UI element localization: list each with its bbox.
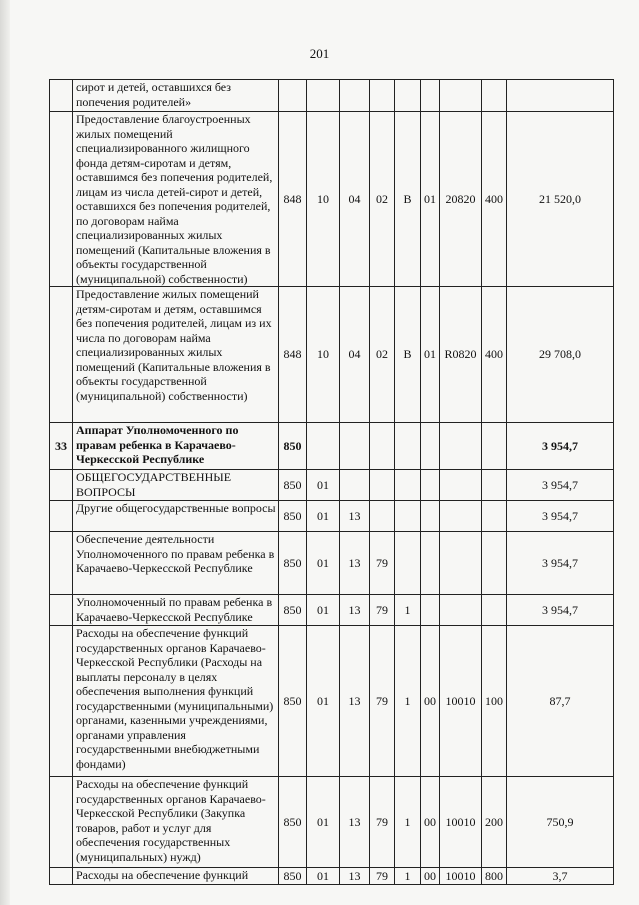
expense-type-cell (482, 423, 507, 470)
subsection-code-cell: 13 (340, 777, 370, 868)
table-row (50, 501, 614, 532)
row-number-cell (50, 777, 73, 868)
section-code-cell: 01 (307, 532, 340, 595)
target-article-program-cell: 79 (370, 595, 395, 626)
target-article-program-cell: 79 (370, 777, 395, 868)
section-code-cell: 10 (307, 112, 340, 287)
department-code-cell: 850 (279, 501, 307, 532)
amount-cell: 87,7 (507, 626, 614, 777)
row-number-cell (50, 80, 73, 112)
target-article-direction-cell: 10010 (440, 868, 482, 885)
table-row (50, 423, 614, 470)
target-article-event-cell: 01 (421, 287, 440, 423)
section-code-cell (307, 423, 340, 470)
subsection-code-cell: 13 (340, 626, 370, 777)
amount-cell: 3 954,7 (507, 595, 614, 626)
target-article-direction-cell (440, 501, 482, 532)
item-name-cell: ОБЩЕГОСУДАРСТВЕННЫЕ ВОПРОСЫ (73, 470, 279, 501)
target-article-program-cell (370, 80, 395, 112)
budget-table-body (50, 80, 614, 885)
target-article-direction-cell: 10010 (440, 777, 482, 868)
target-article-direction-cell: 10010 (440, 626, 482, 777)
table-row (50, 80, 614, 112)
amount-cell: 21 520,0 (507, 112, 614, 287)
expense-type-cell: 100 (482, 626, 507, 777)
row-number-cell (50, 470, 73, 501)
target-article-event-cell (421, 423, 440, 470)
target-article-program-cell (370, 501, 395, 532)
section-code-cell: 01 (307, 868, 340, 885)
amount-cell: 3,7 (507, 868, 614, 885)
target-article-event-cell: 00 (421, 777, 440, 868)
table-row (50, 112, 614, 287)
item-name-cell: Расходы на обеспечение функций государственных органов Карачаево-Черкесской Республики (Расходы на выплаты персоналу в целях обеспечения выполнения функций государственными (муниципальными) органами, казенными учреждениями, органами управления государственными внебюджетными фондами) (73, 626, 279, 777)
target-article-direction-cell (440, 595, 482, 626)
section-code-cell: 01 (307, 595, 340, 626)
target-article-subprogram-cell: В (395, 112, 421, 287)
row-number-cell (50, 112, 73, 287)
expense-type-cell: 400 (482, 112, 507, 287)
target-article-program-cell (370, 423, 395, 470)
department-code-cell: 848 (279, 112, 307, 287)
amount-cell: 3 954,7 (507, 470, 614, 501)
amount-cell: 3 954,7 (507, 423, 614, 470)
item-name-cell: Аппарат Уполномоченного по правам ребенка в Карачаево-Черкесской Республике (73, 423, 279, 470)
subsection-code-cell: 13 (340, 868, 370, 885)
amount-cell: 3 954,7 (507, 501, 614, 532)
department-code-cell: 850 (279, 595, 307, 626)
target-article-subprogram-cell: 1 (395, 595, 421, 626)
item-name-cell: Уполномоченный по правам ребенка в Карачаево-Черкесской Республике (73, 595, 279, 626)
target-article-event-cell (421, 470, 440, 501)
target-article-program-cell: 02 (370, 112, 395, 287)
table-row (50, 470, 614, 501)
target-article-subprogram-cell (395, 470, 421, 501)
target-article-subprogram-cell (395, 80, 421, 112)
row-number-cell (50, 532, 73, 595)
budget-table (49, 79, 614, 885)
target-article-direction-cell: 20820 (440, 112, 482, 287)
department-code-cell: 848 (279, 287, 307, 423)
expense-type-cell (482, 532, 507, 595)
section-code-cell: 01 (307, 470, 340, 501)
target-article-subprogram-cell: 1 (395, 626, 421, 777)
expense-type-cell (482, 595, 507, 626)
department-code-cell: 850 (279, 868, 307, 885)
target-article-subprogram-cell (395, 423, 421, 470)
target-article-program-cell: 79 (370, 532, 395, 595)
item-name-cell: Предоставление благоустроенных жилых помещений специализированного жилищного фонда детям-сиротам и детям, оставшимся без попечения родителей, лицам из числа детей-сирот и детей, оставшихся без попечения родителей, по договорам найма специализированных жилых помещений (Капитальные вложения в объекты государственной (муниципальной) собственности) (73, 112, 279, 287)
target-article-subprogram-cell (395, 532, 421, 595)
expense-type-cell (482, 501, 507, 532)
subsection-code-cell: 13 (340, 501, 370, 532)
section-code-cell: 10 (307, 287, 340, 423)
expense-type-cell: 400 (482, 287, 507, 423)
department-code-cell: 850 (279, 470, 307, 501)
row-number-cell (50, 501, 73, 532)
amount-cell: 29 708,0 (507, 287, 614, 423)
row-number-cell (50, 868, 73, 885)
scan-left-edge (0, 0, 10, 905)
amount-cell: 750,9 (507, 777, 614, 868)
target-article-subprogram-cell (395, 501, 421, 532)
subsection-code-cell: 13 (340, 532, 370, 595)
expense-type-cell: 800 (482, 868, 507, 885)
row-number-cell: 33 (50, 423, 73, 470)
table-row (50, 287, 614, 423)
table-row (50, 532, 614, 595)
item-name-cell: Другие общегосударственные вопросы (73, 501, 279, 532)
subsection-code-cell (340, 423, 370, 470)
target-article-event-cell (421, 532, 440, 595)
department-code-cell: 850 (279, 532, 307, 595)
target-article-subprogram-cell: В (395, 287, 421, 423)
row-number-cell (50, 287, 73, 423)
item-name-cell: сирот и детей, оставшихся без попечения родителей» (73, 80, 279, 112)
target-article-program-cell: 79 (370, 626, 395, 777)
table-row (50, 777, 614, 868)
expense-type-cell (482, 80, 507, 112)
row-number-cell (50, 626, 73, 777)
target-article-event-cell (421, 80, 440, 112)
target-article-event-cell: 01 (421, 112, 440, 287)
expense-type-cell: 200 (482, 777, 507, 868)
item-name-cell: Предоставление жилых помещений детям-сиротам и детям, оставшимся без попечения родителей, лицам из их числа по договорам найма специализированных жилых помещений (Капитальные вложения в объекты государственной (муниципальной) собственности) (73, 287, 279, 423)
department-code-cell (279, 80, 307, 112)
subsection-code-cell: 04 (340, 112, 370, 287)
target-article-program-cell (370, 470, 395, 501)
row-number-cell (50, 595, 73, 626)
page-number: 201 (309, 46, 330, 61)
subsection-code-cell: 13 (340, 595, 370, 626)
target-article-program-cell: 79 (370, 868, 395, 885)
target-article-direction-cell: R0820 (440, 287, 482, 423)
amount-cell: 3 954,7 (507, 532, 614, 595)
department-code-cell: 850 (279, 626, 307, 777)
department-code-cell: 850 (279, 777, 307, 868)
amount-cell (507, 80, 614, 112)
subsection-code-cell (340, 80, 370, 112)
target-article-direction-cell (440, 80, 482, 112)
section-code-cell: 01 (307, 777, 340, 868)
target-article-event-cell (421, 501, 440, 532)
subsection-code-cell (340, 470, 370, 501)
item-name-cell: Расходы на обеспечение функций (73, 868, 279, 885)
item-name-cell: Расходы на обеспечение функций государственных органов Карачаево-Черкесской Республики (Закупка товаров, работ и услуг для обеспечения государственных (муниципальных) нужд) (73, 777, 279, 868)
department-code-cell: 850 (279, 423, 307, 470)
table-row (50, 626, 614, 777)
item-name-cell: Обеспечение деятельности Уполномоченного по правам ребенка в Карачаево-Черкесской Республике (73, 532, 279, 595)
subsection-code-cell: 04 (340, 287, 370, 423)
target-article-event-cell (421, 595, 440, 626)
target-article-subprogram-cell: 1 (395, 777, 421, 868)
section-code-cell: 01 (307, 501, 340, 532)
target-article-program-cell: 02 (370, 287, 395, 423)
section-code-cell (307, 80, 340, 112)
target-article-subprogram-cell: 1 (395, 868, 421, 885)
table-row (50, 595, 614, 626)
target-article-direction-cell (440, 532, 482, 595)
section-code-cell: 01 (307, 626, 340, 777)
target-article-event-cell: 00 (421, 626, 440, 777)
expense-type-cell (482, 470, 507, 501)
target-article-direction-cell (440, 470, 482, 501)
table-row (50, 868, 614, 885)
target-article-direction-cell (440, 423, 482, 470)
target-article-event-cell: 00 (421, 868, 440, 885)
